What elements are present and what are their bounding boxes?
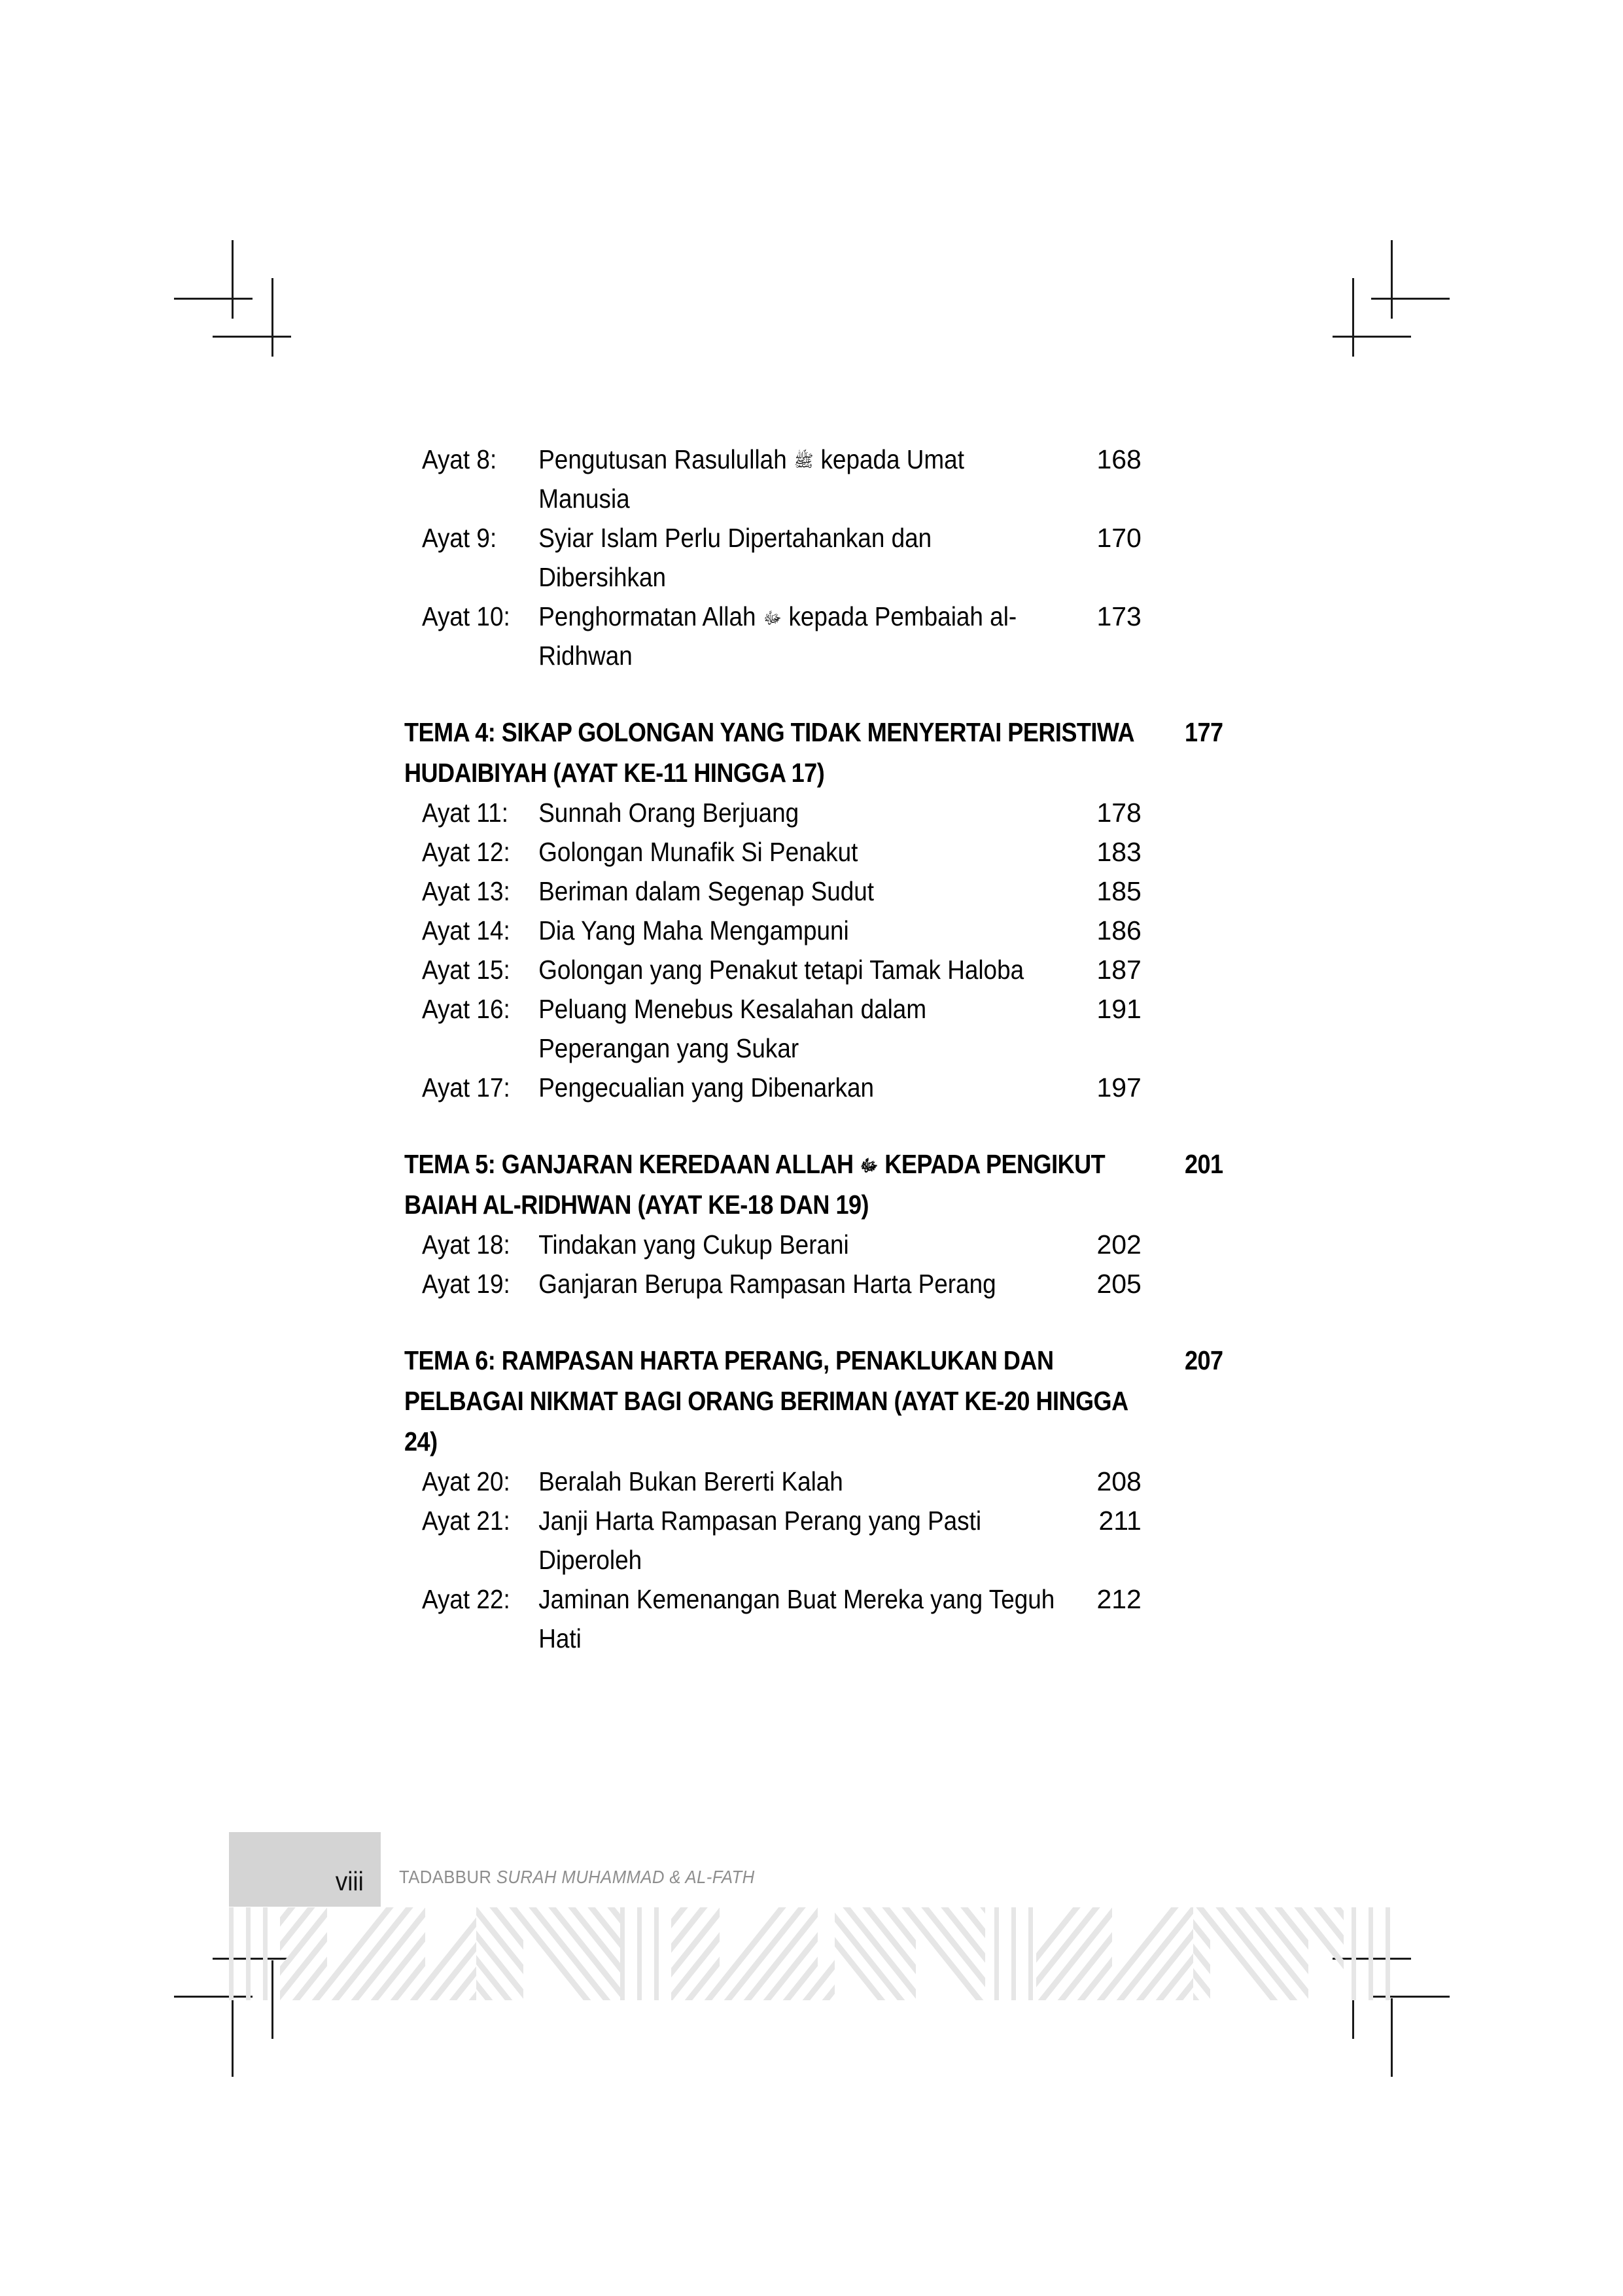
toc-entry-title: Golongan Munafik Si Penakut xyxy=(538,837,858,867)
crop-mark-top-right-inner-vertical xyxy=(1391,240,1393,319)
decorative-herringbone-band xyxy=(229,1907,1400,2000)
toc-entry-title: Dia Yang Maha Mengampuni xyxy=(538,915,849,945)
crop-mark-top-left-outer-horizontal xyxy=(213,336,291,338)
toc-entry-inner xyxy=(404,1501,1142,1580)
toc-entry-label: Ayat 21: xyxy=(422,1506,510,1536)
toc-entry-inner xyxy=(404,793,1142,832)
toc-entry-title: Syiar Islam Perlu Dipertahankan dan Dibersihkan xyxy=(538,523,932,592)
page-footer xyxy=(0,1832,1623,1911)
toc-entry-title: Sunnah Orang Berjuang xyxy=(538,798,799,828)
running-title-plain: TADABBUR xyxy=(399,1867,497,1887)
toc-group xyxy=(404,712,1223,1107)
toc-entry[interactable] xyxy=(404,950,1223,989)
toc-entry-page: 173 xyxy=(1096,601,1142,631)
toc-entry-label: Ayat 14: xyxy=(422,915,510,945)
toc-entry-label: Ayat 19: xyxy=(422,1269,510,1299)
toc-entry-inner xyxy=(404,518,1142,597)
toc-tema-heading-text: TEMA 5: GANJARAN KEREDAAN ALLAH ﷻ KEPADA PENGIKUT BAIAH AL-RIDHWAN (AYAT KE-18 DAN 19) xyxy=(404,1149,1106,1220)
toc-entry-label: Ayat 18: xyxy=(422,1229,510,1260)
toc-entry[interactable] xyxy=(404,1225,1223,1264)
toc-entry-inner xyxy=(404,1264,1142,1303)
toc-entry[interactable] xyxy=(404,872,1223,911)
toc-entry-label: Ayat 13: xyxy=(422,876,510,906)
toc-entry-label: Ayat 10: xyxy=(422,601,510,631)
toc-entry-inner xyxy=(404,989,1142,1068)
toc-entry-page: 211 xyxy=(1098,1506,1142,1536)
running-title-italic: SURAH MUHAMMAD & AL-FATH xyxy=(496,1867,755,1887)
toc-entry-title: Beralah Bukan Bererti Kalah xyxy=(538,1466,843,1496)
toc-entry-label: Ayat 16: xyxy=(422,994,510,1024)
toc-entry-page: 202 xyxy=(1096,1229,1142,1260)
toc-tema-heading[interactable] xyxy=(404,1340,1223,1462)
page-number: viii xyxy=(335,1866,364,1896)
toc-group xyxy=(404,1340,1223,1658)
toc-entry-page: 191 xyxy=(1096,994,1142,1024)
toc-tema-heading-page: 177 xyxy=(1184,717,1223,747)
crop-mark-bottom-left-outer-vertical xyxy=(232,1998,234,2077)
table-of-contents xyxy=(404,440,1223,1661)
toc-entry-title: Pengecualian yang Dibenarkan xyxy=(538,1072,875,1103)
crop-mark-bottom-right-outer-vertical xyxy=(1391,1998,1393,2077)
toc-entry[interactable] xyxy=(404,1501,1223,1580)
toc-entry-page: 208 xyxy=(1096,1466,1142,1496)
toc-entry-page: 168 xyxy=(1096,444,1142,474)
toc-entry-label: Ayat 22: xyxy=(422,1584,510,1614)
crop-mark-top-right-inner-horizontal xyxy=(1371,298,1450,300)
crop-mark-top-right-outer-horizontal xyxy=(1333,336,1411,338)
toc-tema-heading[interactable] xyxy=(404,1144,1223,1225)
toc-entry-page: 186 xyxy=(1096,915,1142,945)
toc-entry-inner xyxy=(404,1225,1142,1264)
toc-entry-inner xyxy=(404,911,1142,950)
toc-entry[interactable] xyxy=(404,1580,1223,1658)
toc-entry-title: Ganjaran Berupa Rampasan Harta Perang xyxy=(538,1269,996,1299)
subhanahu-wa-taala-glyph: ﷻ xyxy=(763,607,782,627)
toc-entry-page: 185 xyxy=(1096,876,1142,906)
toc-group-gap xyxy=(404,1306,1223,1340)
toc-group xyxy=(404,1144,1223,1303)
toc-entry-title: Jaminan Kemenangan Buat Mereka yang Teguh Hati xyxy=(538,1584,1055,1653)
sallallahu-alayhi-wasallam-glyph: ﷺ xyxy=(794,450,814,470)
toc-entry-inner xyxy=(404,1462,1142,1501)
toc-entry-title: Tindakan yang Cukup Berani xyxy=(538,1229,849,1260)
crop-mark-top-left-inner-vertical xyxy=(232,240,234,319)
crop-mark-top-left-inner-horizontal xyxy=(174,298,253,300)
toc-entry[interactable] xyxy=(404,911,1223,950)
toc-entry-label: Ayat 12: xyxy=(422,837,510,867)
toc-tema-heading-page: 201 xyxy=(1184,1149,1223,1179)
toc-entry-inner xyxy=(404,1068,1142,1107)
toc-entry-title: Beriman dalam Segenap Sudut xyxy=(538,876,875,906)
toc-entry-label: Ayat 20: xyxy=(422,1466,510,1496)
toc-group xyxy=(404,440,1223,675)
toc-entry[interactable] xyxy=(404,518,1223,597)
toc-entry[interactable] xyxy=(404,1462,1223,1501)
toc-tema-heading-page: 207 xyxy=(1184,1345,1223,1375)
toc-entry[interactable] xyxy=(404,989,1223,1068)
toc-entry-label: Ayat 8: xyxy=(422,444,497,474)
toc-entry-page: 178 xyxy=(1096,798,1142,828)
crop-mark-top-left-outer-vertical xyxy=(271,278,273,357)
toc-entry[interactable] xyxy=(404,1264,1223,1303)
toc-entry-title: Penghormatan Allah ﷻ kepada Pembaiah al-Ridhwan xyxy=(538,601,1017,671)
folio-box xyxy=(229,1832,381,1907)
toc-entry[interactable] xyxy=(404,793,1223,832)
toc-entry-page: 183 xyxy=(1096,837,1142,867)
subhanahu-wa-taala-glyph: ﷻ xyxy=(860,1155,879,1175)
toc-entry-page: 197 xyxy=(1096,1072,1142,1103)
toc-entry-title: Peluang Menebus Kesalahan dalam Peperangan yang Sukar xyxy=(538,994,927,1063)
toc-entry-title: Golongan yang Penakut tetapi Tamak Haloba xyxy=(538,955,1024,985)
toc-entry-inner xyxy=(404,832,1142,872)
toc-group-gap xyxy=(404,678,1223,712)
toc-entry-label: Ayat 15: xyxy=(422,955,510,985)
toc-entry-page: 170 xyxy=(1096,523,1142,553)
toc-entry-label: Ayat 9: xyxy=(422,523,497,553)
toc-entry[interactable] xyxy=(404,440,1223,518)
toc-group-gap xyxy=(404,1110,1223,1144)
toc-entry-title: Janji Harta Rampasan Perang yang Pasti Diperoleh xyxy=(538,1506,982,1575)
toc-entry-page: 212 xyxy=(1096,1584,1142,1614)
running-title xyxy=(399,1866,755,1888)
toc-entry-inner xyxy=(404,597,1142,675)
toc-entry[interactable] xyxy=(404,832,1223,872)
toc-entry-label: Ayat 17: xyxy=(422,1072,510,1103)
toc-entry-title: Pengutusan Rasulullah ﷺ kepada Umat Manusia xyxy=(538,444,964,514)
toc-entry-inner xyxy=(404,950,1142,989)
toc-entry[interactable] xyxy=(404,597,1223,675)
toc-tema-heading-text: TEMA 4: SIKAP GOLONGAN YANG TIDAK MENYERTAI PERISTIWA HUDAIBIYAH (AYAT KE-11 HINGGA 17) xyxy=(404,717,1134,788)
toc-tema-heading[interactable] xyxy=(404,712,1223,793)
toc-entry-page: 205 xyxy=(1096,1269,1142,1299)
toc-entry-page: 187 xyxy=(1096,955,1142,985)
toc-entry-inner xyxy=(404,440,1142,518)
crop-mark-top-right-outer-vertical xyxy=(1352,278,1354,357)
toc-tema-heading-text: TEMA 6: RAMPASAN HARTA PERANG, PENAKLUKAN DAN PELBAGAI NIKMAT BAGI ORANG BERIMAN (AYAT KE-20 HINGGA 24) xyxy=(404,1345,1128,1457)
toc-entry-inner xyxy=(404,1580,1142,1658)
toc-entry[interactable] xyxy=(404,1068,1223,1107)
toc-entry-label: Ayat 11: xyxy=(422,798,508,828)
toc-entry-inner xyxy=(404,872,1142,911)
